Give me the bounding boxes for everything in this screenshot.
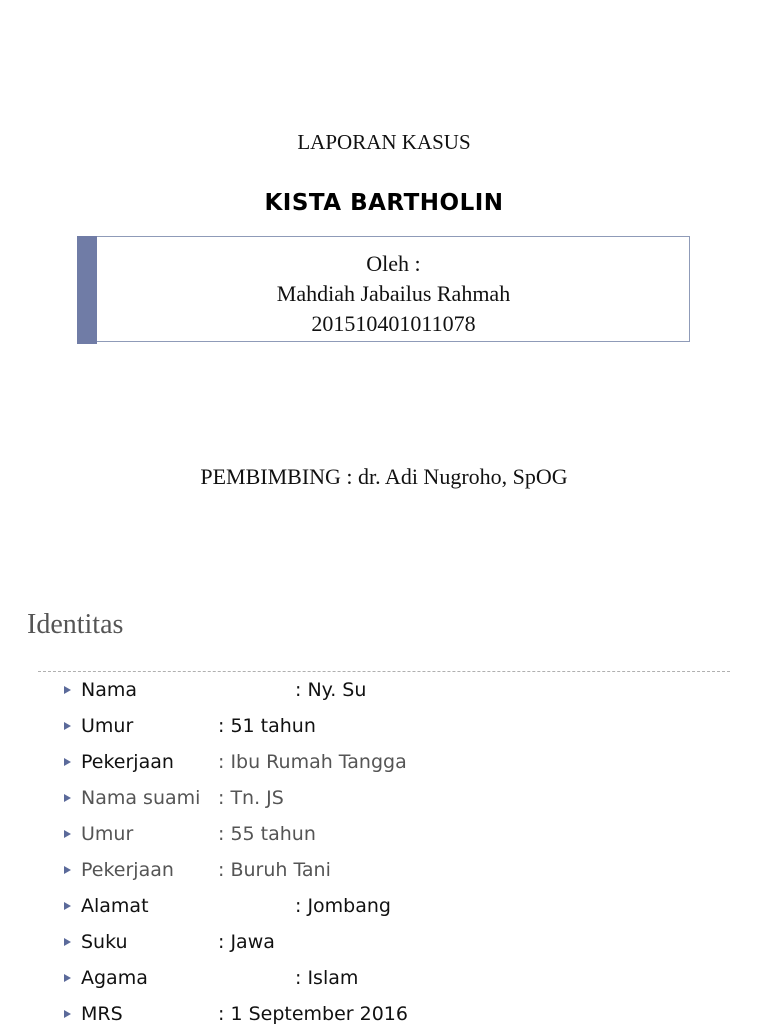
identity-value: : Jawa	[218, 931, 275, 953]
bullet-arrow-icon	[64, 830, 71, 838]
section-heading-identitas: Identitas	[27, 609, 124, 640]
bullet-arrow-icon	[64, 686, 71, 694]
bullet-arrow-icon	[64, 794, 71, 802]
author-box	[77, 236, 690, 342]
identity-label: Suku	[81, 931, 128, 953]
identity-value: : Tn. JS	[218, 787, 284, 809]
identity-value: : 51 tahun	[218, 715, 316, 737]
bullet-arrow-icon	[64, 758, 71, 766]
bullet-arrow-icon	[64, 938, 71, 946]
identity-label: Agama	[81, 967, 148, 989]
case-title: KISTA BARTHOLIN	[264, 190, 504, 216]
author-student-id: 201510401011078	[311, 311, 476, 336]
bullet-arrow-icon	[64, 1010, 71, 1018]
author-box-accent-bar	[77, 236, 97, 344]
identity-label: MRS	[81, 1003, 123, 1025]
author-lines	[98, 249, 689, 339]
identity-value: : 1 September 2016	[218, 1003, 408, 1025]
author-name: Mahdiah Jabailus Rahmah	[276, 281, 511, 306]
identity-label: Umur	[81, 823, 134, 845]
bullet-arrow-icon	[64, 866, 71, 874]
identity-value: : Jombang	[295, 895, 391, 917]
identity-label: Umur	[81, 715, 134, 737]
bullet-arrow-icon	[64, 974, 71, 982]
identity-value: : Islam	[295, 967, 359, 989]
identity-value: : Ibu Rumah Tangga	[218, 751, 407, 773]
bullet-arrow-icon	[64, 722, 71, 730]
identity-label: Alamat	[81, 895, 149, 917]
identity-value: : Buruh Tani	[218, 859, 331, 881]
section-divider	[38, 671, 730, 672]
report-label: LAPORAN KASUS	[297, 130, 471, 154]
bullet-arrow-icon	[64, 902, 71, 910]
supervisor-line: PEMBIMBING : dr. Adi Nugroho, SpOG	[200, 464, 568, 489]
identity-label: Nama suami	[81, 787, 201, 809]
identity-label: Pekerjaan	[81, 859, 174, 881]
identity-value: : Ny. Su	[295, 679, 367, 701]
identity-label: Nama	[81, 679, 138, 701]
identity-value: : 55 tahun	[218, 823, 316, 845]
author-prefix: Oleh :	[366, 251, 421, 276]
identity-label: Pekerjaan	[81, 751, 174, 773]
